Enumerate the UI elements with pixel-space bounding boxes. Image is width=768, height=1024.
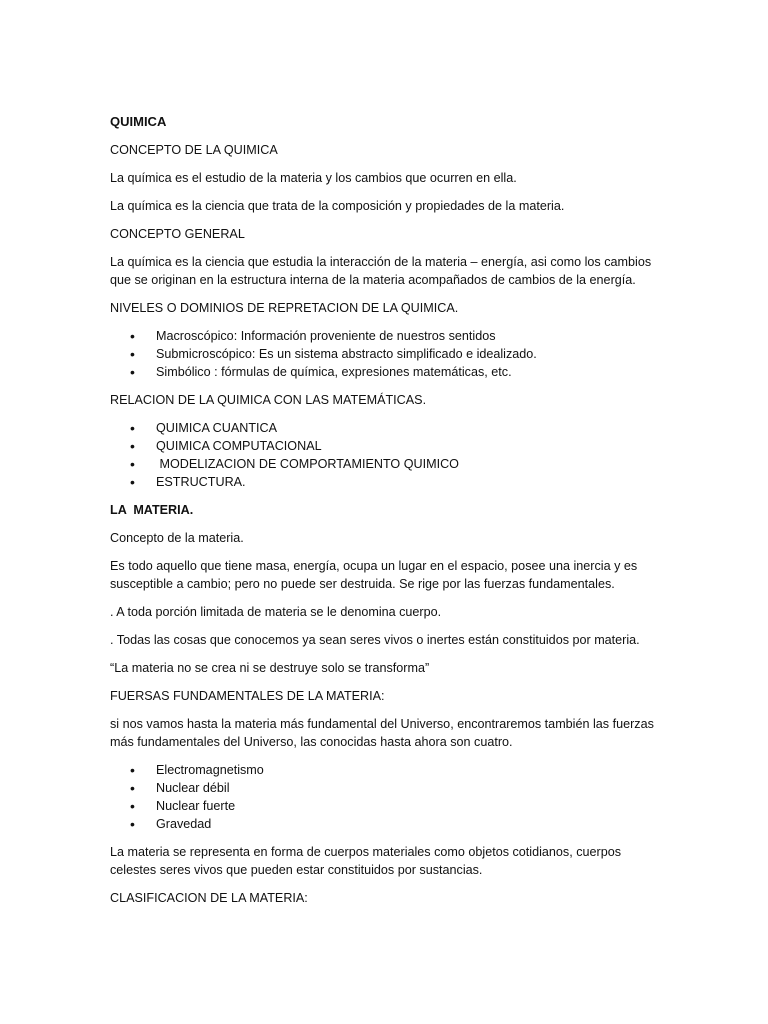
section-heading-fuerzas: FUERSAS FUNDAMENTALES DE LA MATERIA: <box>110 689 385 703</box>
section-heading-concepto: CONCEPTO DE LA QUIMICA <box>110 143 278 157</box>
concepto-materia: Concepto de la materia. <box>110 531 244 545</box>
list-item: • MODELIZACION DE COMPORTAMIENTO QUIMICO <box>110 455 670 473</box>
definition-1: La química es el estudio de la materia y los cambios que ocurren en ella. <box>110 171 517 185</box>
list-item: • Nuclear fuerte <box>110 797 670 815</box>
section-heading-clasificacion: CLASIFICACION DE LA MATERIA: <box>110 891 308 905</box>
list-item: • Electromagnetismo <box>110 761 670 779</box>
cosas-paragraph: . Todas las cosas que conocemos ya sean seres vivos o inertes están constituidos por materia. <box>110 633 640 647</box>
list-item: • QUIMICA COMPUTACIONAL <box>110 437 670 455</box>
document-body <box>110 113 670 917</box>
list-item: • Simbólico : fórmulas de química, expresiones matemáticas, etc. <box>110 363 670 381</box>
representa-paragraph: La materia se representa en forma de cuerpos materiales como objetos cotidianos, cuerpos celestes seres vivos que pueden estar constituidos por sustancias. <box>110 845 622 877</box>
list-item: • QUIMICA CUANTICA <box>110 419 670 437</box>
section-heading-niveles: NIVELES O DOMINIOS DE REPRETACION DE LA QUIMICA. <box>110 301 459 315</box>
relacion-list <box>110 419 670 491</box>
list-item: • ESTRUCTURA. <box>110 473 670 491</box>
section-heading-general: CONCEPTO GENERAL <box>110 227 245 241</box>
section-heading-materia: LA MATERIA. <box>110 503 194 517</box>
porcion-paragraph: . A toda porción limitada de materia se le denomina cuerpo. <box>110 605 442 619</box>
general-paragraph: La química es la ciencia que estudia la interacción de la materia – energía, asi como los cambios que se originan en la estructura interna de la materia acompañados de cambios de la energía. <box>110 255 652 287</box>
materia-paragraph: Es todo aquello que tiene masa, energía, ocupa un lugar en el espacio, posee una inercia y es susceptible a cambio; pero no puede ser destruida. Se rige por las fuerzas fundamentales. <box>110 559 638 591</box>
fuerzas-paragraph: si nos vamos hasta la materia más fundamental del Universo, encontraremos también las fuerzas más fundamentales del Universo, las conocidas hasta ahora son cuatro. <box>110 717 654 749</box>
list-item: • Macroscópico: Información proveniente de nuestros sentidos <box>110 327 670 345</box>
list-item: • Submicroscópico: Es un sistema abstracto simplificado e idealizado. <box>110 345 670 363</box>
quote-paragraph: “La materia no se crea ni se destruye solo se transforma” <box>110 661 430 675</box>
list-item: • Gravedad <box>110 815 670 833</box>
definition-2: La química es la ciencia que trata de la composición y propiedades de la materia. <box>110 199 565 213</box>
niveles-list <box>110 327 670 381</box>
list-item: • Nuclear débil <box>110 779 670 797</box>
section-heading-relacion: RELACION DE LA QUIMICA CON LAS MATEMÁTICAS. <box>110 393 427 407</box>
fuerzas-list <box>110 761 670 833</box>
document-title: QUIMICA <box>110 114 167 129</box>
